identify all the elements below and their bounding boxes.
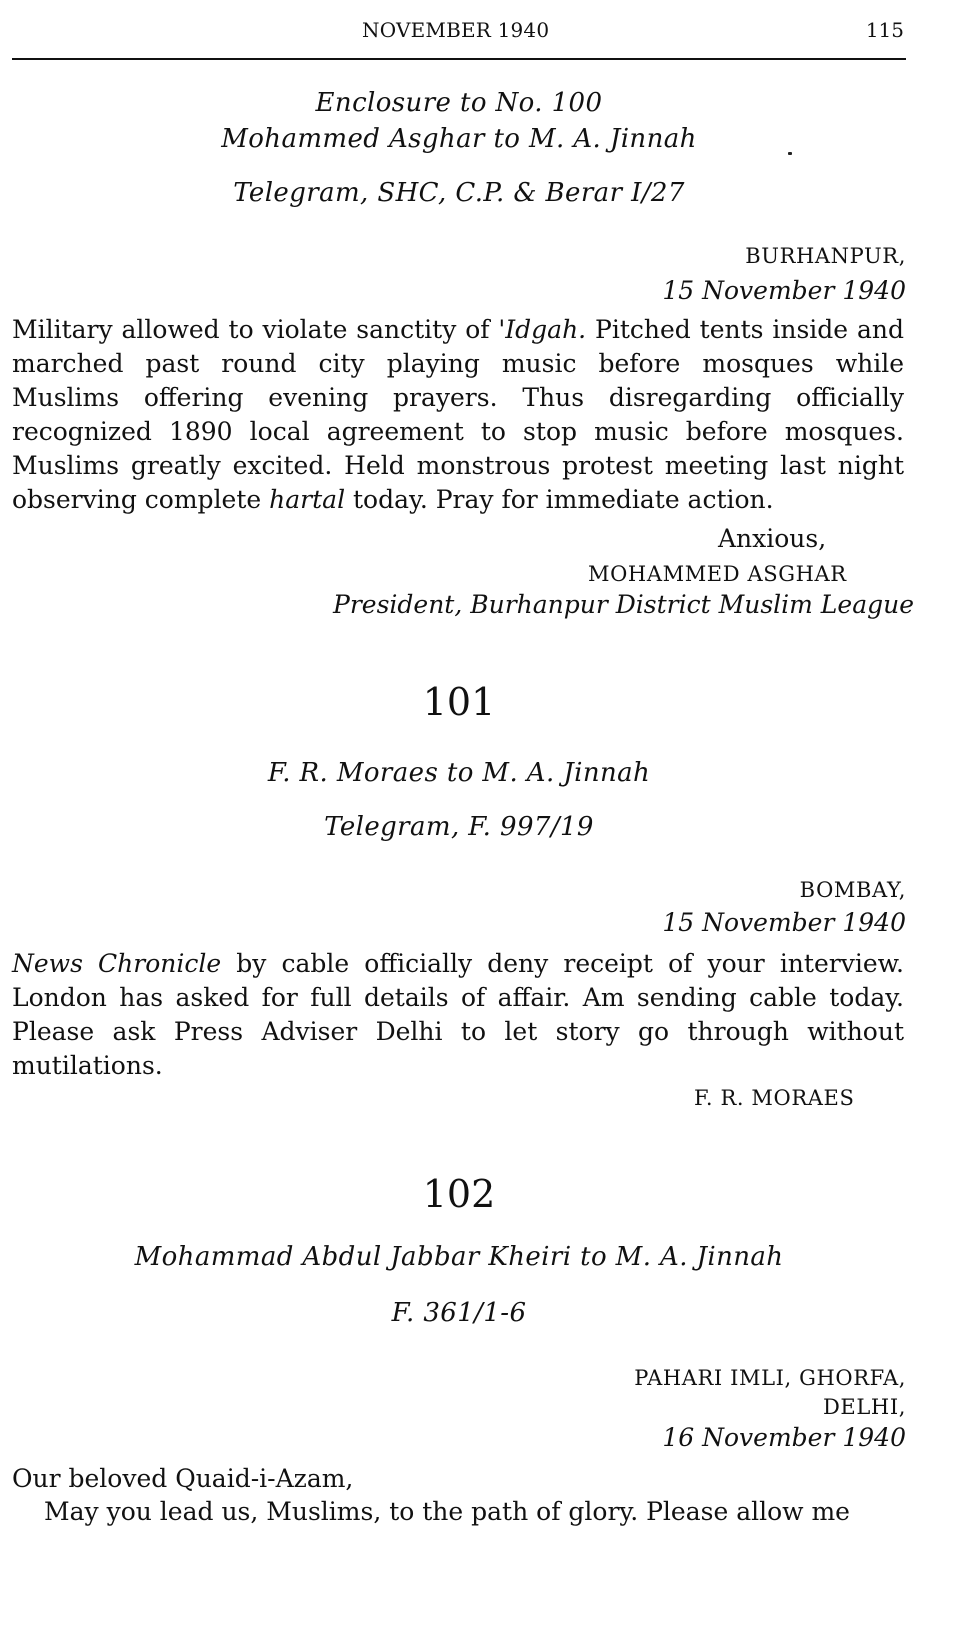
doc101-body (12, 947, 904, 1083)
header-rule (12, 58, 906, 60)
doc102-salutation: Our beloved Quaid-i-Azam, (12, 1464, 354, 1493)
print-speck (788, 152, 792, 155)
body-italic-term: hartal (269, 485, 346, 514)
body-text: Military allowed to violate sanctity of (12, 315, 499, 344)
body-italic-term: News Chronicle (12, 949, 222, 978)
enclosure-closing: Anxious, (718, 524, 827, 553)
body-italic-term: 'Idgah. (498, 315, 587, 344)
enclosure-signatory: MOHAMMED ASGHAR (588, 562, 847, 586)
doc102-place-line2: DELHI, (823, 1395, 906, 1419)
doc101-date: 15 November 1940 (662, 908, 906, 937)
body-text: today. Pray for immediate action. (345, 485, 774, 514)
document-number-101: 101 (422, 680, 496, 724)
body-text: by cable officially deny receipt of your interview. London has asked for full details of affair. Am sending cable today. Please ask Press Adviser Delhi to let story go through without mutilations. (12, 949, 904, 1080)
document-number-102: 102 (422, 1172, 496, 1216)
doc101-signatory: F. R. MORAES (694, 1086, 855, 1110)
enclosure-date: 15 November 1940 (662, 276, 906, 305)
page-number: 115 (865, 18, 904, 42)
doc101-place: BOMBAY, (799, 878, 906, 902)
enclosure-reference: Telegram, SHC, C.P. & Berar I/27 (233, 178, 685, 208)
doc102-reference: F. 361/1-6 (391, 1298, 527, 1328)
enclosure-signatory-title: President, Burhanpur District Muslim League (333, 590, 914, 619)
enclosure-body (12, 313, 904, 517)
enclosure-place: BURHANPUR, (745, 244, 906, 268)
running-head (12, 14, 904, 46)
body-text: Pitched tents inside and marched past round city playing music before mosques while Muslims offering evening prayers. Thus disregarding officially recognized 1890 local agreement to stop music before mosques. Muslims greatly excited. Held monstrous protest meeting last night observing complete (12, 315, 904, 514)
doc101-reference: Telegram, F. 997/19 (324, 812, 594, 842)
enclosure-correspondents: Mohammed Asghar to M. A. Jinnah (221, 124, 697, 154)
enclosure-heading: Enclosure to No. 100 (315, 88, 603, 118)
doc102-place-line1: PAHARI IMLI, GHORFA, (634, 1366, 906, 1390)
doc102-correspondents: Mohammad Abdul Jabbar Kheiri to M. A. Jinnah (134, 1242, 784, 1272)
doc102-body-start: May you lead us, Muslims, to the path of glory. Please allow me (44, 1497, 850, 1526)
doc102-date: 16 November 1940 (662, 1423, 906, 1452)
doc101-correspondents: F. R. Moraes to M. A. Jinnah (267, 758, 651, 788)
running-title: NOVEMBER 1940 (362, 18, 550, 42)
